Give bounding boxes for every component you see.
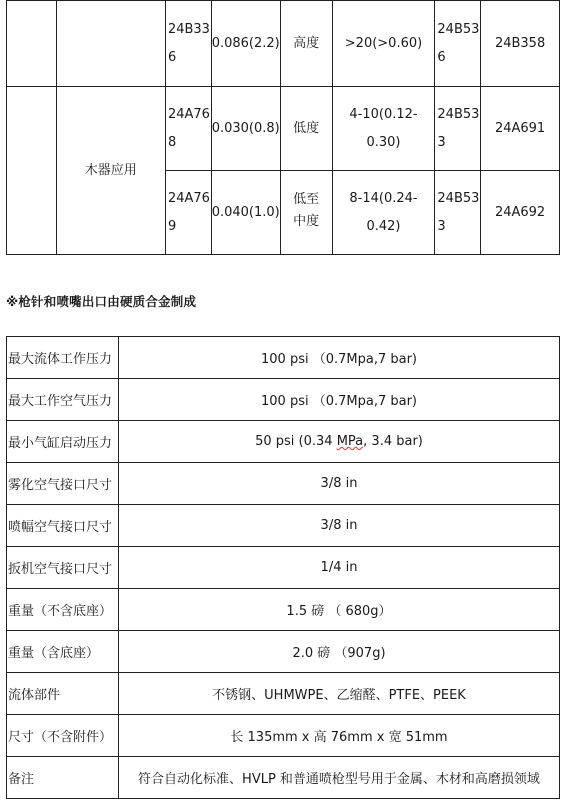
spec-value: 符合自动化标准、HVLP 和普通喷枪型号用于金属、木材和高磨损领域 <box>119 757 560 799</box>
table-row <box>7 547 560 589</box>
needle-code-cell: 24B336 <box>165 1 211 87</box>
spec-value <box>119 421 560 463</box>
spec-value: 1/4 in <box>119 547 560 589</box>
table-cell <box>56 1 165 87</box>
size-cell: 0.086(2.2) <box>211 1 280 87</box>
spec-label: 最小气缸启动压力 <box>7 421 119 463</box>
carbide-note: ※枪针和喷嘴出口由硬质合金制成 <box>6 294 197 309</box>
range-cell: 4-10(0.12-0.30) <box>332 87 435 171</box>
table-row <box>7 421 560 463</box>
needle-code-cell: 24A769 <box>165 171 211 255</box>
viscosity-cell: 高度 <box>280 1 332 87</box>
spec-label: 重量（含底座） <box>7 631 119 673</box>
table-cell <box>7 87 57 255</box>
spec-label: 最大流体工作压力 <box>7 337 119 379</box>
table-row <box>7 715 560 757</box>
spec-label: 雾化空气接口尺寸 <box>7 463 119 505</box>
table-row <box>7 673 560 715</box>
table-row <box>7 589 560 631</box>
gun-code-cell: 24A692 <box>481 171 560 255</box>
nozzle-code-cell: 24B533 <box>435 171 481 255</box>
viscosity-text: 低至中度 <box>293 192 320 229</box>
gun-code-cell: 24A691 <box>481 87 560 171</box>
spec-label: 备注 <box>7 757 119 799</box>
spec-label: 尺寸（不含附件） <box>7 715 119 757</box>
spec-label: 最大工作空气压力 <box>7 379 119 421</box>
size-cell: 0.030(0.8) <box>211 87 280 171</box>
spec-value: 3/8 in <box>119 463 560 505</box>
table-row <box>7 1 560 87</box>
viscosity-cell <box>280 171 332 255</box>
viscosity-cell: 低度 <box>280 87 332 171</box>
spec-value: 长 135mm x 高 76mm x 宽 51mm <box>119 715 560 757</box>
nozzle-code-cell: 24B533 <box>435 87 481 171</box>
value-part: 50 psi (0.34 <box>255 434 337 449</box>
value-part: , 3.4 bar) <box>363 434 423 449</box>
spec-value: 3/8 in <box>119 505 560 547</box>
range-cell: 8-14(0.24-0.42) <box>332 171 435 255</box>
spec-label: 扳机空气接口尺寸 <box>7 547 119 589</box>
table-row <box>7 379 560 421</box>
table-row <box>7 337 560 379</box>
spellcheck-underlined-word: MPa <box>336 434 364 449</box>
spec-label: 喷幅空气接口尺寸 <box>7 505 119 547</box>
nozzle-code-cell: 24B536 <box>435 1 481 87</box>
gun-code-cell: 24B358 <box>481 1 560 87</box>
spec-value: 100 psi （0.7Mpa,7 bar) <box>119 379 560 421</box>
spec-table-bottom <box>6 336 560 799</box>
spec-label: 流体部件 <box>7 673 119 715</box>
spec-value: 2.0 磅 （907g) <box>119 631 560 673</box>
table-row <box>7 631 560 673</box>
table-row <box>7 505 560 547</box>
spec-value: 不锈钢、UHMWPE、乙缩醛、PTFE、PEEK <box>119 673 560 715</box>
spec-table-top <box>6 0 560 255</box>
table-cell <box>7 1 57 87</box>
table-row <box>7 87 560 171</box>
category-cell: 木器应用 <box>56 87 165 255</box>
table-row <box>7 757 560 799</box>
needle-code-cell: 24A768 <box>165 87 211 171</box>
spec-value: 100 psi （0.7Mpa,7 bar) <box>119 337 560 379</box>
table-row <box>7 463 560 505</box>
spec-value: 1.5 磅 （ 680g） <box>119 589 560 631</box>
size-cell: 0.040(1.0) <box>211 171 280 255</box>
spec-label: 重量（不含底座） <box>7 589 119 631</box>
range-cell: >20(>0.60) <box>332 1 435 87</box>
